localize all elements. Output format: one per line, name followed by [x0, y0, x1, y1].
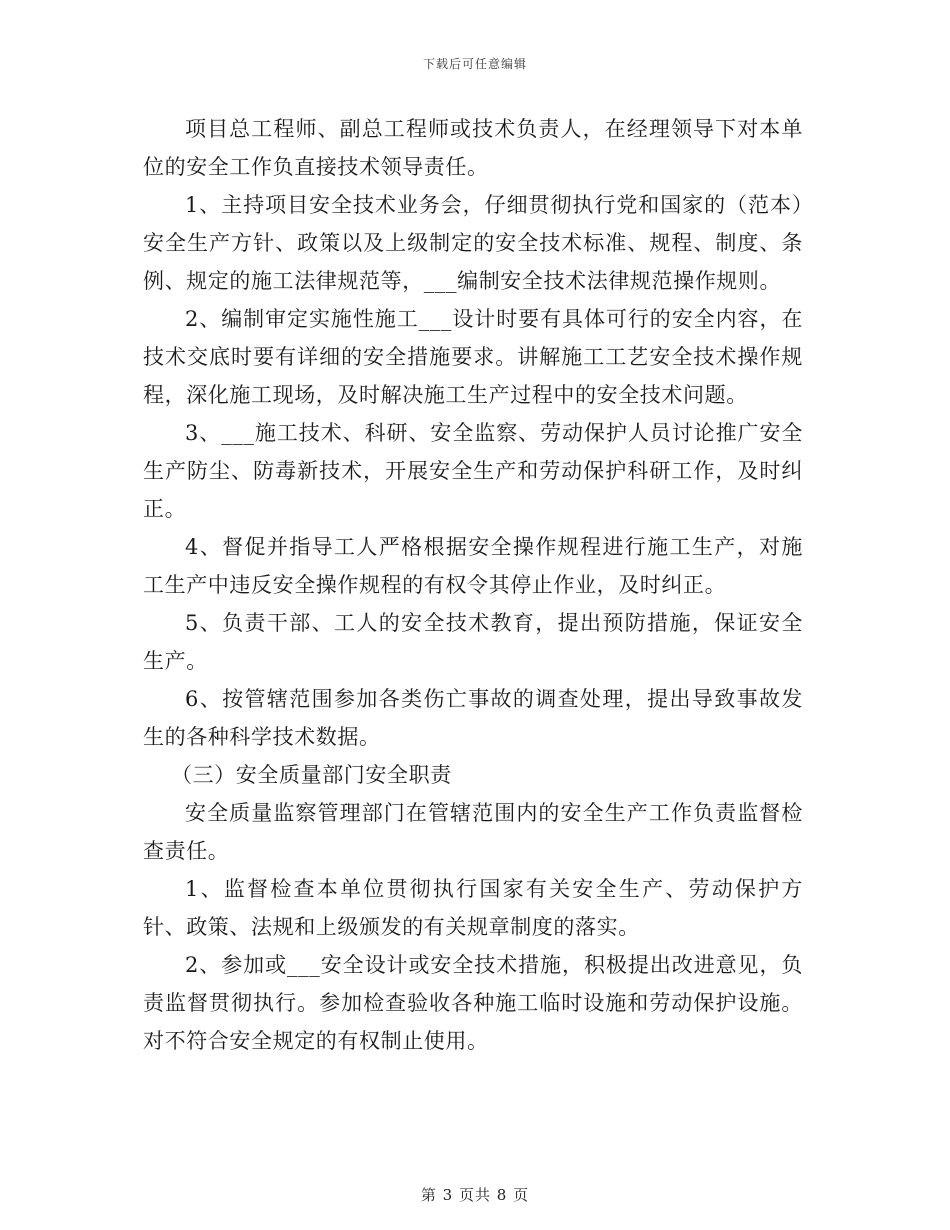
paragraph-intro: 项目总工程师、副总工程师或技术负责人，在经理领导下对本单位的安全工作负直接技术领导责任。 — [143, 117, 803, 179]
page-header: 下载后可任意编辑 — [422, 57, 527, 71]
paragraph-item-6: 6、按管辖范围参加各类伤亡事故的调查处理，提出导致事故发生的各种科学技术数据。 — [143, 687, 803, 749]
paragraph-item-1: 1、主持项目安全技术业务会，仔细贯彻执行党和国家的（范本）安全生产方针、政策以及上级制定的安全技术标准、规程、制度、条例、规定的施工法律规范等，___编制安全技术法律规范操作规则。 — [143, 193, 803, 293]
paragraph-section-item-1: 1、监督检查本单位贯彻执行国家有关安全生产、劳动保护方针、政策、法规和上级颁发的有关规章制度的落实。 — [143, 877, 803, 939]
document-body — [143, 110, 803, 1060]
paragraph-item-5: 5、负责干部、工人的安全技术教育，提出预防措施，保证安全生产。 — [143, 611, 803, 673]
section-heading: （三）安全质量部门安全职责 — [171, 763, 452, 787]
page-number: 第 3 页共 8 页 — [420, 1186, 530, 1204]
paragraph-item-4: 4、督促并指导工人严格根据安全操作规程进行施工生产，对施工生产中违反安全操作规程的有权令其停止作业，及时纠正。 — [143, 535, 803, 597]
paragraph-item-3: 3、___施工技术、科研、安全监察、劳动保护人员讨论推广安全生产防尘、防毒新技术，开展安全生产和劳动保护科研工作，及时纠正。 — [143, 421, 803, 521]
paragraph-section-item-2: 2、参加或___安全设计或安全技术措施，积极提出改进意见，负责监督贯彻执行。参加检查验收各种施工临时设施和劳动保护设施。对不符合安全规定的有权制止使用。 — [143, 953, 803, 1053]
paragraph-item-2: 2、编制审定实施性施工___设计时要有具体可行的安全内容，在技术交底时要有详细的安全措施要求。讲解施工工艺安全技术操作规程，深化施工现场，及时解决施工生产过程中的安全技术问题。 — [143, 307, 803, 407]
paragraph-section-intro: 安全质量监察管理部门在管辖范围内的安全生产工作负责监督检查责任。 — [143, 801, 803, 863]
